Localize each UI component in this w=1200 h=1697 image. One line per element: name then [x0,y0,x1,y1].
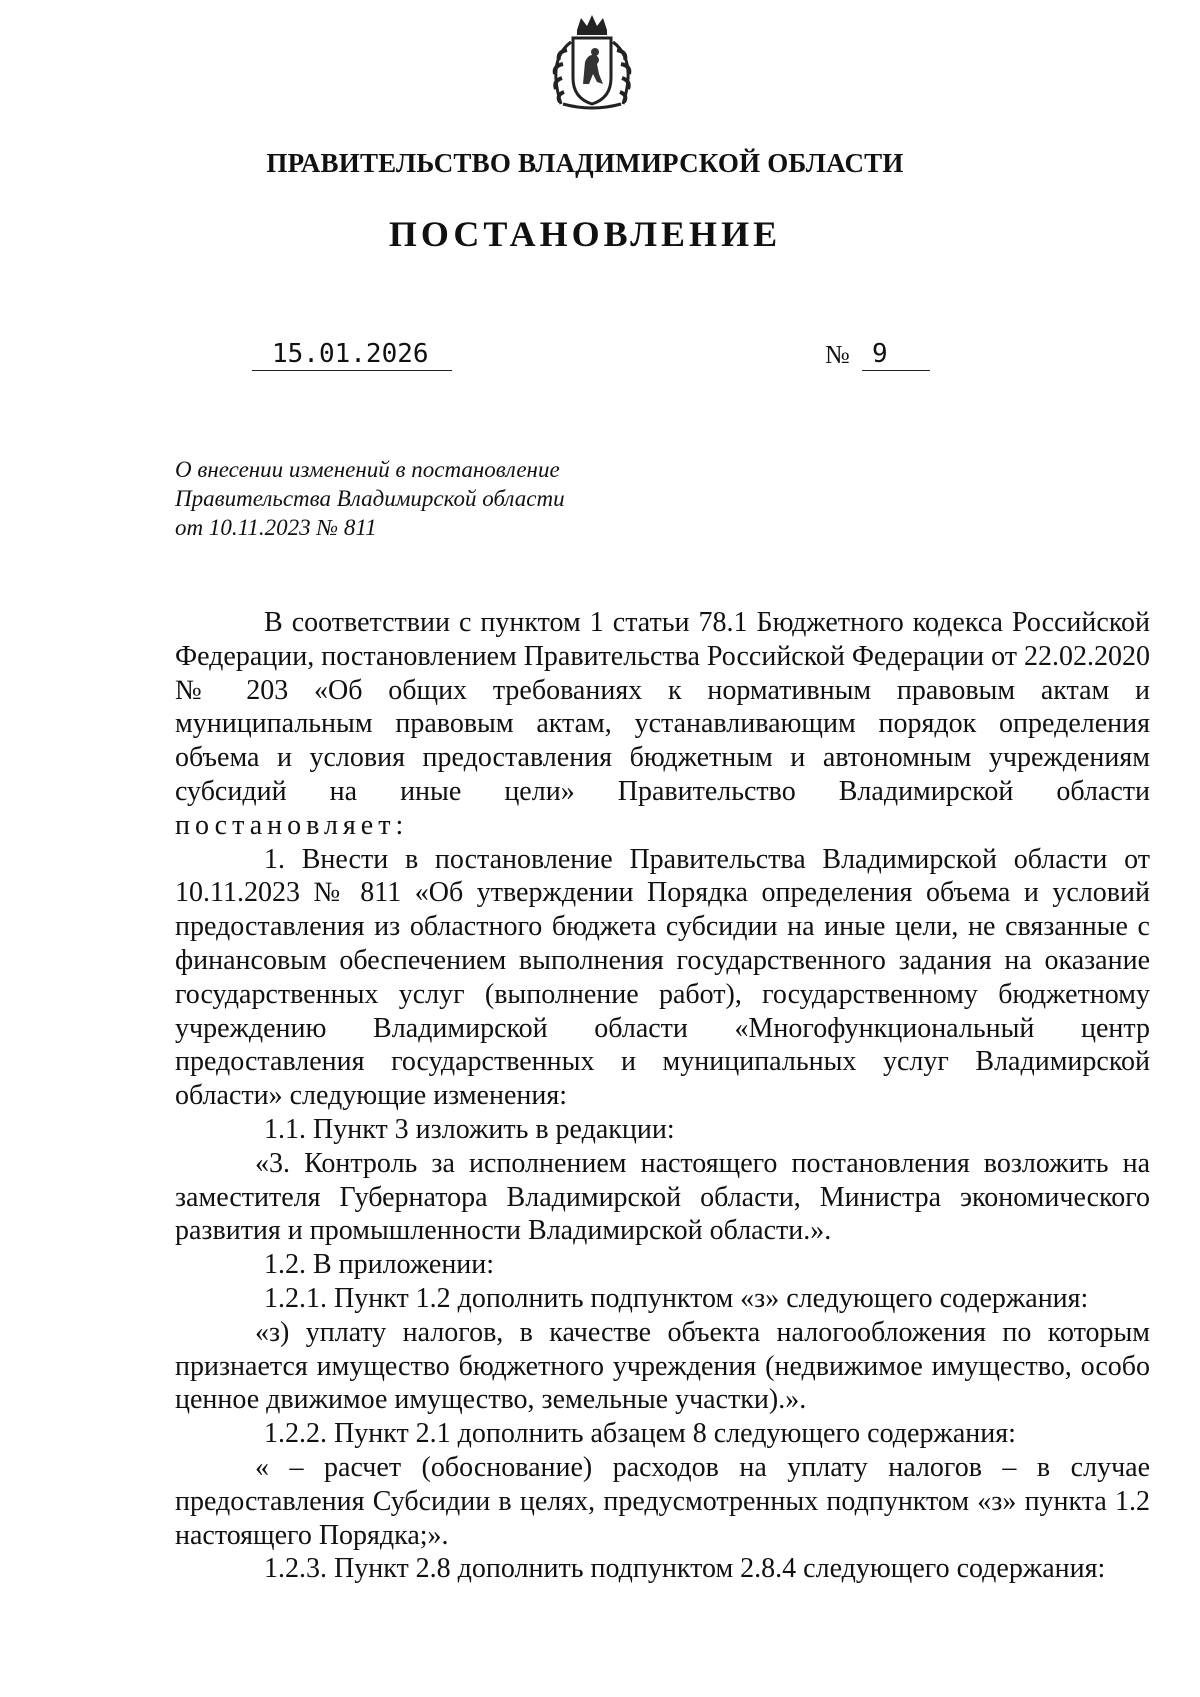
subject-line: О внесении изменений в постановление [175,457,560,482]
document-number-field [862,338,930,371]
document-subject [175,455,645,542]
clause-1-2-2: 1.2.2. Пункт 2.1 дополнить абзацем 8 следующего содержания: [264,1418,1016,1450]
document-type-title: ПОСТАНОВЛЕНИЕ [388,214,782,254]
preamble-text: В соответствии с пунктом 1 статьи 78.1 Бюджетного кодекса Российской Федерации, постановлением Правительства Российской Федерации от 22.02.2020 № 203 «Об общих требованиях к нормативным правовым актам и муниципальным правовым актам, устанавливающим порядок определения объема и условия предоставления бюджетным и автономным учреждениям субсидий на иные цели» Правительство Владимирской области [175,607,1150,807]
document-date: 15.01.2026 [272,339,429,369]
clause-1-2: 1.2. В приложении: [264,1249,495,1281]
document-number: 9 [872,339,888,369]
clause-1-1-text: «3. Контроль за исполнением настоящего постановления возложить на заместителя Губернатора Владимирской области, Министра экономического развития и промышленности Владимирской области.». [175,1147,1150,1247]
clause-1-2-1: 1.2.1. Пункт 1.2 дополнить подпунктом «з» следующего содержания: [264,1282,1089,1314]
coat-of-arms-icon [533,12,651,112]
document-body [175,606,1150,1586]
decree-word: постановляет: [175,809,409,841]
coat-of-arms-emblem [533,12,651,112]
preamble-paragraph [175,606,1150,843]
subject-line: Правительства Владимирской области [175,486,565,511]
subject-line: от 10.11.2023 № 811 [175,515,377,540]
organization-title: ПРАВИТЕЛЬСТВО ВЛАДИМИРСКОЙ ОБЛАСТИ [266,148,904,178]
clause-1-2-1-text: «з) уплату налогов, в качестве объекта налогообложения по которым признается имущество бюджетного учреждения (недвижимое имущество, особо ценное движимое имущество, земельные участки).». [175,1316,1150,1416]
clause-1-2-2-text: « – расчет (обоснование) расходов на уплату налогов – в случае предоставления Субсидии в целях, предусмотренных подпунктом «з» пункта 1.2 настоящего Порядка;». [175,1451,1150,1551]
clause-1-1: 1.1. Пункт 3 изложить в редакции: [264,1113,675,1145]
clause-1-2-3: 1.2.3. Пункт 2.8 дополнить подпунктом 2.8.4 следующего содержания: [264,1553,1106,1585]
number-sign: № [825,340,850,369]
clause-1: 1. Внести в постановление Правительства Владимирской области от 10.11.2023 № 811 «Об утверждении Порядка определения объема и условий предоставления из областного бюджета субсидии на иные цели, не связанные с финансовым обеспечением выполнения государственного задания на оказание государственных услуг (выполнение работ), государственному бюджетному учреждению Владимирской области «Многофункциональный центр предоставления государственных и муниципальных услуг Владимирской области» следующие изменения: [175,843,1150,1112]
document-date-field [252,338,452,371]
